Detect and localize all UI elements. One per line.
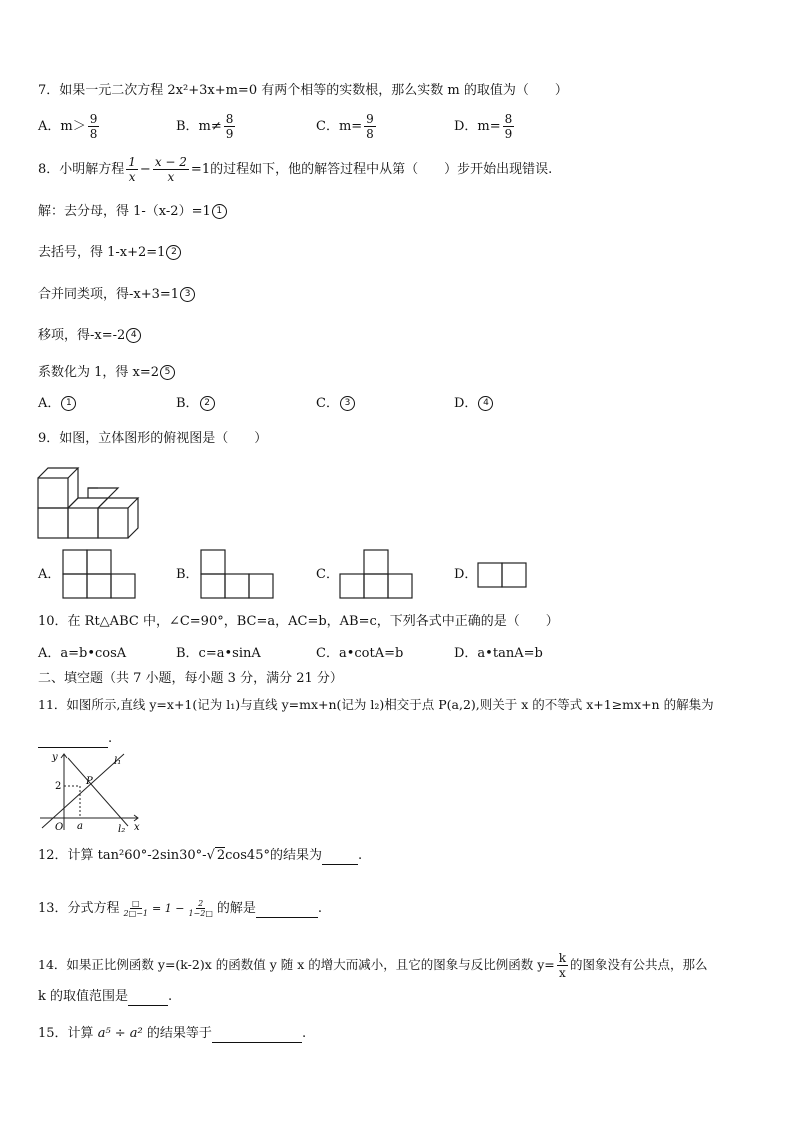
- q11-graph-p-label: P: [86, 776, 93, 787]
- q14-answer-blank[interactable]: [128, 991, 168, 1006]
- q9-option-a-figure: [62, 549, 138, 601]
- q11-graph-y-label: y: [52, 752, 58, 763]
- q13-stem: 13．分式方程 $\frac{□}{2□-1}$ = 1 − $\frac{2}{1-2□}$ 的解是 .: [38, 899, 323, 918]
- q9-stem: 9．如图，立体图形的俯视图是（ ）: [38, 431, 268, 446]
- q8-step-5: 系数化为 1，得 x=2 5: [38, 364, 175, 382]
- q9-option-a: A．: [38, 567, 61, 582]
- q8-option-d: D． 4: [454, 395, 493, 413]
- q14-line-2: k 的取值范围是 .: [38, 989, 173, 1004]
- q11-stem: 11．如图所示,直线 y=x+1(记为 l₁)与直线 y=mx+n(记为 l₂)相交于点 P(a,2),则关于 x 的不等式 x+1≥mx+n 的解集为: [38, 697, 714, 712]
- q8-option-b: B． 2: [176, 395, 215, 413]
- q9-option-b: B．: [176, 567, 199, 582]
- q11-answer-blank[interactable]: [38, 733, 108, 748]
- q8-step-4: 移项，得-x=-2 4: [38, 327, 141, 345]
- q10-option-d: D．a•tanA=b: [454, 646, 543, 661]
- q10-option-a: A．a=b•cosA: [38, 646, 127, 661]
- q11-graph-l2-label: l₂: [118, 824, 126, 834]
- q8-option-c: C． 3: [316, 395, 355, 413]
- q14-stem: 14．如果正比例函数 y=(k-2)x 的函数值 y 随 x 的增大而减小，且它的图象与反比例函数 y= $\frac{k}{x}$ 的图象没有公共点，那么: [38, 951, 708, 980]
- q9-option-d: D．: [454, 567, 478, 582]
- q11-graph: [38, 750, 142, 834]
- section-2-heading: 二、填空题（共 7 小题，每小题 3 分，满分 21 分）: [38, 671, 343, 686]
- q8-stem: 8．小明解方程 $\frac{1}{x}$ − $\frac{x - 2}{x}$ =1的过程如下，他的解答过程中从第（ ）步开始出现错误.: [38, 155, 553, 184]
- q11-graph-x-label: x: [134, 822, 140, 833]
- q7-option-b: B．m≠ $\frac{8}{9}$: [176, 112, 234, 141]
- q10-option-c: C．a•cotA=b: [316, 646, 404, 661]
- q8-option-a: A． 1: [38, 395, 76, 413]
- q9-option-c-figure: [339, 549, 415, 601]
- q8-step-3: 合并同类项，得-x+3=1 3: [38, 286, 195, 304]
- q15-answer-blank[interactable]: [212, 1028, 302, 1043]
- q7-stem: 7．如果一元二次方程 2x²+3x+m=0 有两个相等的实数根，那么实数 m 的取值为（ ）: [38, 83, 568, 98]
- q9-option-d-figure: [477, 562, 529, 590]
- q7-option-c: C．m= $\frac{9}{8}$: [316, 112, 374, 141]
- q8-step-1: 解：去分母，得 1-（x-2）=1 1: [38, 203, 227, 221]
- q13-answer-blank[interactable]: [256, 903, 318, 918]
- q10-option-b: B．c=a•sinA: [176, 646, 261, 661]
- q9-solid-figure: [36, 466, 146, 540]
- q7-option-d: D．m= $\frac{8}{9}$: [454, 112, 513, 141]
- q11-graph-origin: O: [55, 822, 64, 833]
- q12-stem: 12．计算 tan²60°-2sin30°-√ 2cos45°的结果为 .: [38, 848, 363, 863]
- q11-graph-a-label: a: [77, 821, 83, 832]
- q9-option-c: C．: [316, 567, 339, 582]
- q15-stem: 15．计算 a⁵ ÷ a² 的结果等于 .: [38, 1026, 307, 1041]
- q11-graph-2-label: 2: [55, 781, 62, 792]
- q11-graph-l1-label: l₁: [114, 756, 122, 767]
- q12-answer-blank[interactable]: [322, 850, 358, 865]
- q10-stem: 10．在 Rt△ABC 中，∠C=90°，BC=a，AC=b，AB=c，下列各式中正确的是（ ）: [38, 614, 559, 629]
- q7-option-a: A．m＞ $\frac{9}{8}$: [38, 112, 98, 141]
- q11-answer-line: .: [38, 730, 112, 748]
- q9-option-b-figure: [200, 549, 276, 601]
- q8-step-2: 去括号，得 1-x+2=1 2: [38, 244, 181, 262]
